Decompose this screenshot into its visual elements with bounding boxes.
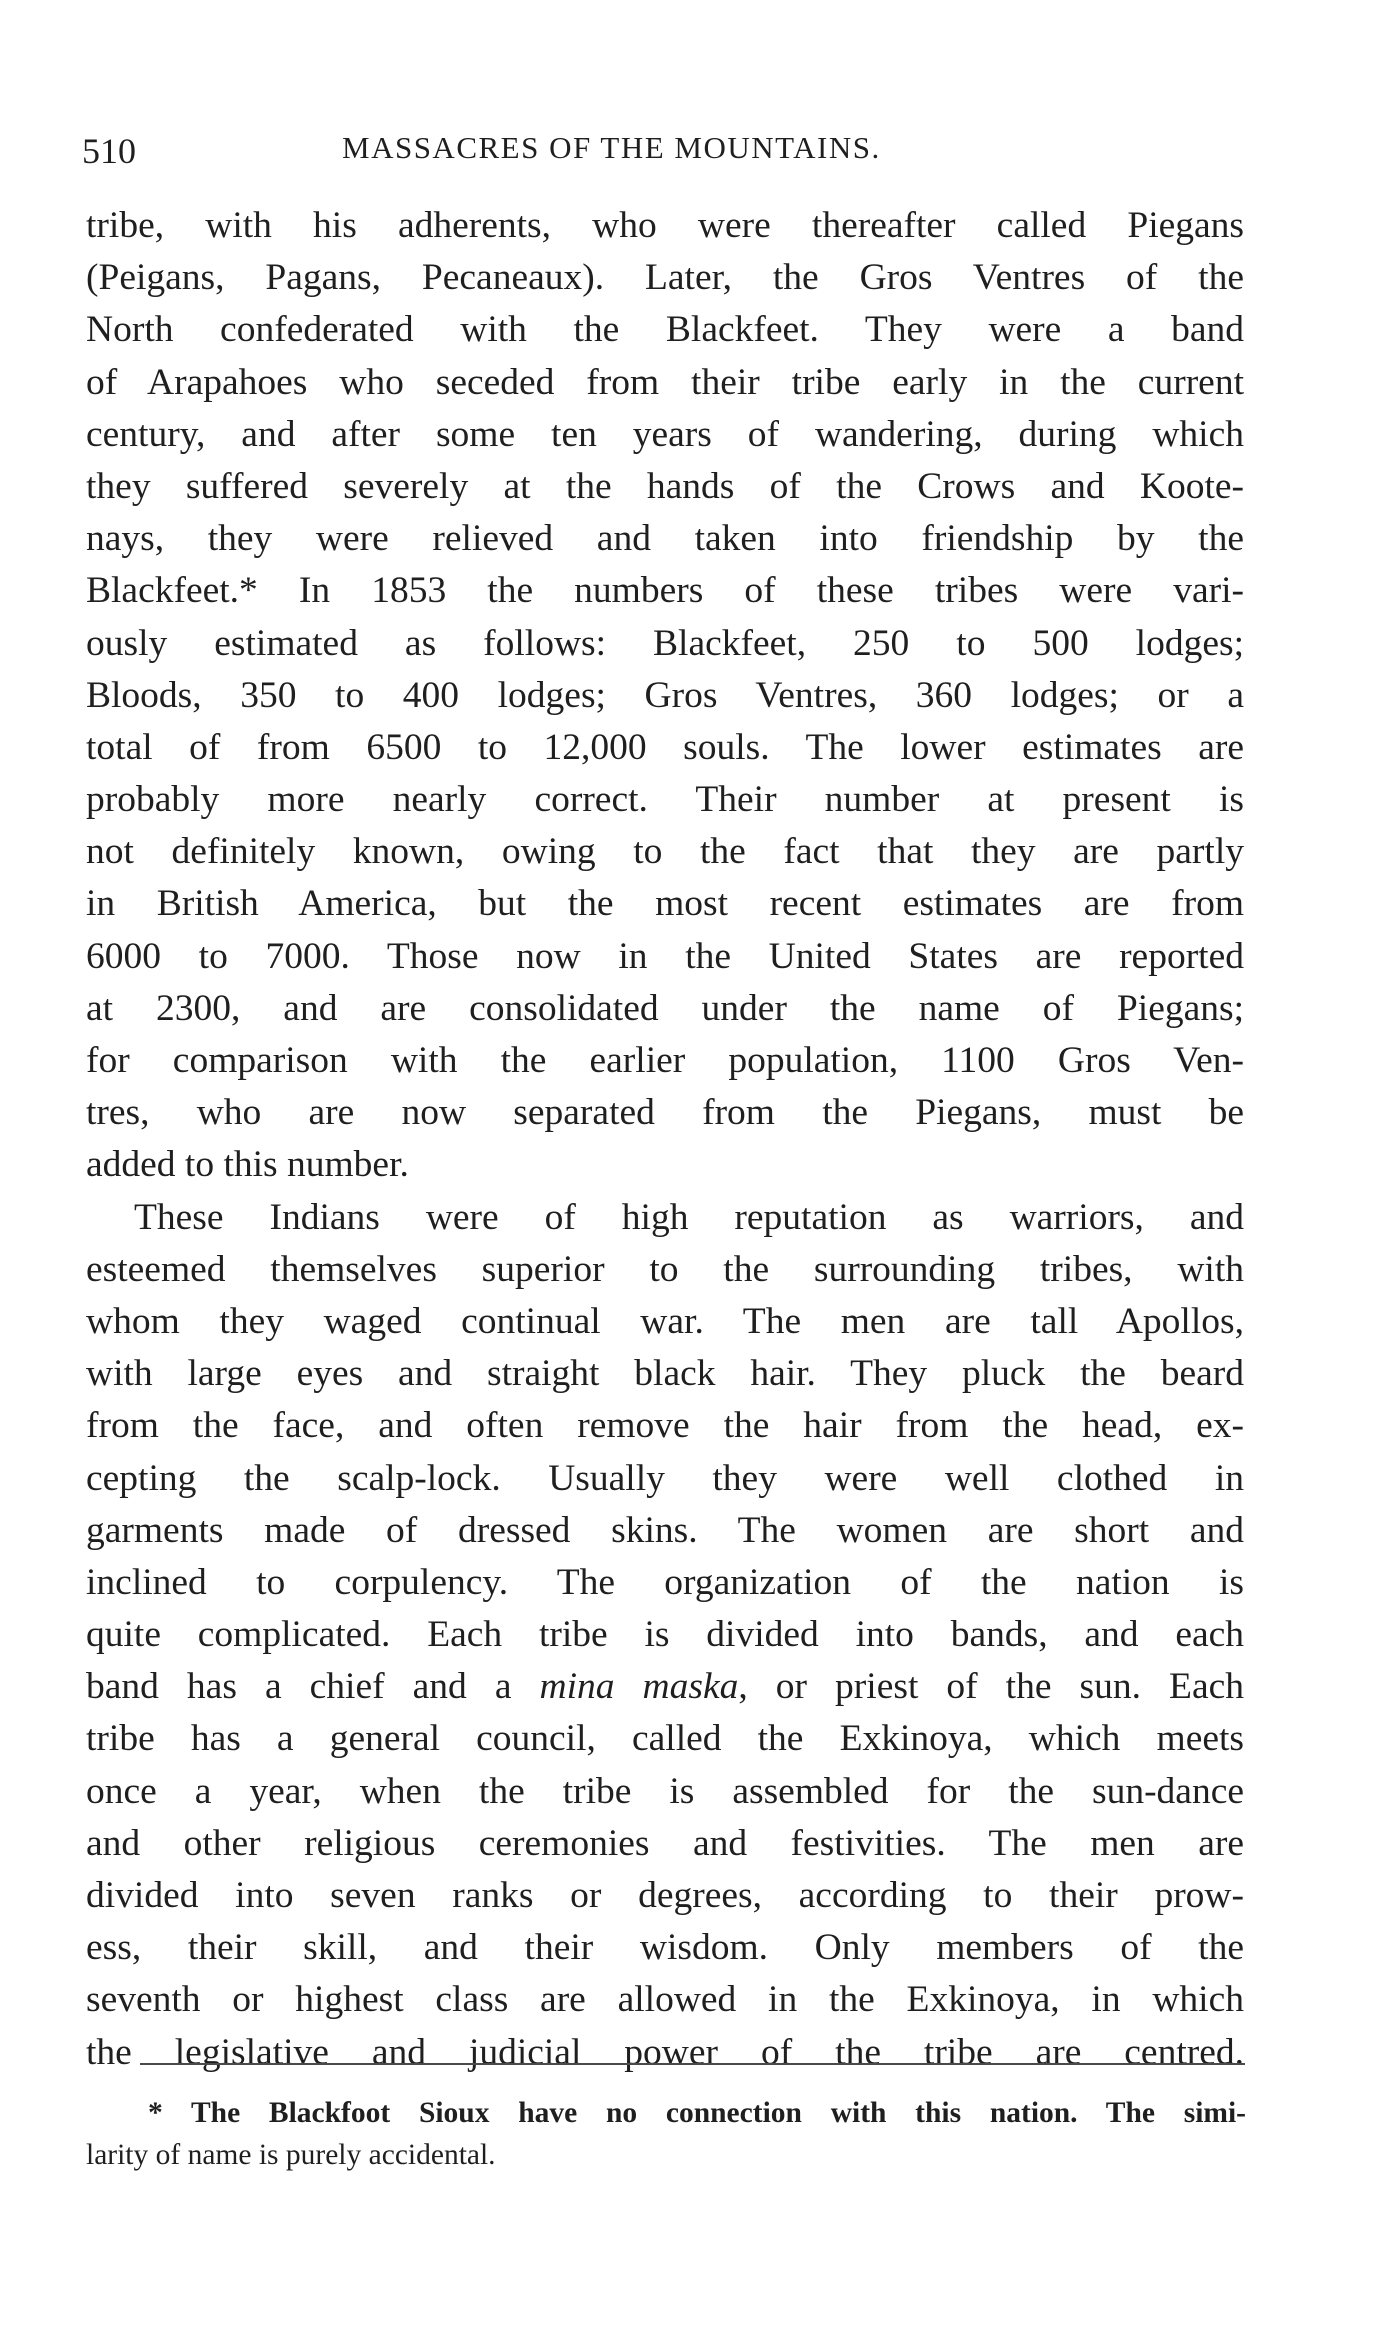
text-line: once a year, when the tribe is assembled for the sun-dance xyxy=(86,1770,1244,1812)
text-line: with large eyes and straight black hair. They pluck the beard xyxy=(86,1353,1244,1395)
text-line: the legislative and judicial power of the tribe are centred. xyxy=(86,2031,1244,2073)
text-line: probably more nearly correct. Their number at present is xyxy=(86,779,1244,821)
text-line: they suffered severely at the hands of the Crows and Koote- xyxy=(86,465,1244,507)
text-line: tribe has a general council, called the Exkinoya, which meets xyxy=(86,1718,1244,1760)
text-line xyxy=(86,1661,1244,1713)
text-line: nays, they were relieved and taken into friendship by the xyxy=(86,518,1244,560)
text-line: for comparison with the earlier population, 1100 Gros Ven- xyxy=(86,1040,1244,1081)
text-line: century, and after some ten years of wandering, during which xyxy=(86,413,1244,455)
text-line-head: band has a chief and a xyxy=(86,1666,540,1708)
text-line: at 2300, and are consolidated under the name of Piegans; xyxy=(86,987,1244,1029)
text-line-tail: , or priest of the sun. Each xyxy=(738,1666,1244,1708)
text-line: not definitely known, owing to the fact that they are partly xyxy=(86,831,1244,873)
text-line: garments made of dressed skins. The women are short and xyxy=(86,1509,1244,1551)
text-line: seventh or highest class are allowed in the Exkinoya, in which xyxy=(86,1979,1244,2021)
text-line: quite complicated. Each tribe is divided into bands, and each xyxy=(86,1614,1244,1656)
footnote xyxy=(86,2092,1246,2176)
text-line: 6000 to 7000. Those now in the United States are reported xyxy=(86,935,1244,977)
text-line: and other religious ceremonies and festivities. The men are xyxy=(86,1822,1244,1864)
text-line: ess, their skill, and their wisdom. Only members of the xyxy=(86,1927,1244,1969)
text-line: North confederated with the Blackfeet. They were a band xyxy=(86,309,1244,351)
text-line: whom they waged continual war. The men are tall Apollos, xyxy=(86,1300,1244,1342)
text-line: from the face, and often remove the hair from the head, ex- xyxy=(86,1405,1244,1447)
page-number: 510 xyxy=(82,131,136,171)
running-head xyxy=(82,122,1242,174)
text-line: in British America, but the most recent estimates are from xyxy=(86,883,1244,925)
text-line: added to this number. xyxy=(86,1144,409,1186)
text-line: tribe, with his adherents, who were thereafter called Piegans xyxy=(86,205,1244,246)
text-line: of Arapahoes who seceded from their tribe early in the current xyxy=(86,361,1244,403)
footnote-line: larity of name is purely accidental. xyxy=(86,2139,496,2171)
italic-term: mina maska xyxy=(539,1666,739,1708)
running-title: MASSACRES OF THE MOUNTAINS. xyxy=(342,130,881,165)
text-line: Blackfeet.* In 1853 the numbers of these tribes were vari- xyxy=(86,570,1244,612)
footnote-divider xyxy=(140,2063,1245,2065)
text-line: These Indians were of high reputation as warriors, and xyxy=(134,1196,1244,1238)
footnote-line: * The Blackfoot Sioux have no connection with this nation. The simi- xyxy=(148,2097,1246,2129)
text-line: (Peigans, Pagans, Pecaneaux). Later, the Gros Ventres of the xyxy=(86,257,1244,299)
text-line: tres, who are now separated from the Piegans, must be xyxy=(86,1092,1244,1134)
text-line: Bloods, 350 to 400 lodges; Gros Ventres, 360 lodges; or a xyxy=(86,674,1244,716)
text-line: divided into seven ranks or degrees, according to their prow- xyxy=(86,1875,1244,1916)
text-line: total of from 6500 to 12,000 souls. The lower estimates are xyxy=(86,726,1244,768)
text-line: cepting the scalp-lock. Usually they were well clothed in xyxy=(86,1457,1244,1499)
text-line: esteemed themselves superior to the surrounding tribes, with xyxy=(86,1248,1244,1290)
text-line: ously estimated as follows: Blackfeet, 250 to 500 lodges; xyxy=(86,622,1244,664)
body-text xyxy=(86,200,1244,2079)
text-line: inclined to corpulency. The organization of the nation is xyxy=(86,1561,1244,1603)
